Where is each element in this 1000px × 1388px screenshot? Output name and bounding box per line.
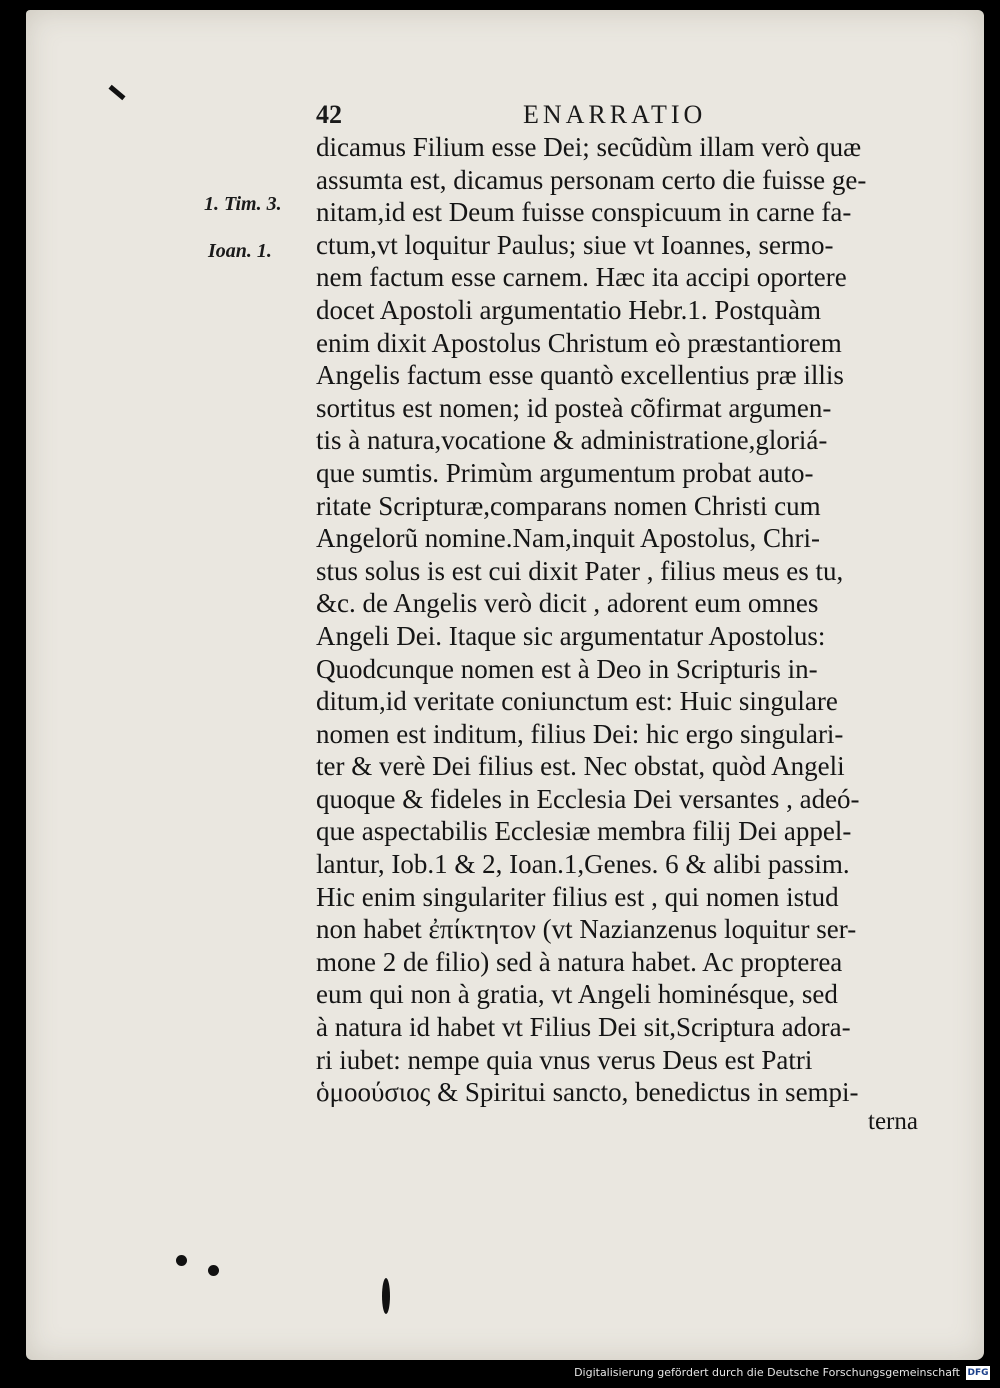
ink-dot <box>208 1265 219 1276</box>
text-line: ὁμοούσιος & Spiritui sancto, benedictus in sempi- <box>316 1077 859 1108</box>
text-line: ter & verè Dei filius est. Nec obstat, quòd Angeli <box>316 751 845 782</box>
text-line: que aspectabilis Ecclesiæ membra filij Dei appel- <box>316 816 852 847</box>
text-line: enim dixit Apostolus Christum eò præstantiorem <box>316 327 842 358</box>
text-line: dicamus Filium esse Dei; secũdùm illam verò quæ <box>316 132 862 162</box>
footer-bar <box>0 1360 1000 1388</box>
text-line: nem factum esse carnem. Hæc ita accipi oportere <box>316 262 847 293</box>
page-number: 42 <box>316 100 342 129</box>
ink-dot <box>176 1255 187 1266</box>
running-head: ENARRATIO <box>523 100 707 129</box>
text-line: que sumtis. Primùm argumentum probat auto- <box>316 457 814 488</box>
text-line: ditum,id veritate coniunctum est: Huic singulare <box>316 686 838 717</box>
margin-note: Ioan. 1. <box>208 240 272 262</box>
text-line: non habet ἐπίκτητον (vt Nazianzenus loquitur ser- <box>316 914 857 945</box>
text-line: stus solus is est cui dixit Pater , filius meus es tu, <box>316 555 844 586</box>
text-line: ctum,vt loquitur Paulus; siue vt Ioannes, sermo- <box>316 229 834 260</box>
text-line: nomen est inditum, filius Dei: hic ergo singulari- <box>316 718 844 749</box>
text-line: sortitus est nomen; id posteà cõfirmat argumen- <box>316 392 832 423</box>
text-line: ri iubet: nempe quia vnus verus Deus est Patri <box>316 1044 813 1075</box>
text-line: Angeli Dei. Itaque sic argumentatur Apostolus: <box>316 620 826 651</box>
margin-note: 1. Tim. 3. <box>204 193 282 215</box>
text-line: Hic enim singulariter filius est , qui nomen istud <box>316 881 839 912</box>
body-text <box>316 131 924 1109</box>
catchword: terna <box>868 1108 918 1135</box>
text-line: mone 2 de filio) sed à natura habet. Ac propterea <box>316 946 843 977</box>
text-line: eum qui non à gratia, vt Angeli hominésque, sed <box>316 979 838 1010</box>
text-line: Quodcunque nomen est à Deo in Scripturis in- <box>316 653 818 684</box>
dfg-logo-icon: DFG <box>967 1368 989 1378</box>
text-line: Angelorũ nomine.Nam,inquit Apostolus, Chri- <box>316 523 820 554</box>
text-line: Angelis factum esse quantò excellentius præ illis <box>316 360 844 391</box>
text-line: nitam,id est Deum fuisse conspicuum in carne fa- <box>316 197 852 228</box>
text-line: ritate Scripturæ,comparans nomen Christi cum <box>316 490 821 521</box>
text-line: docet Apostoli argumentatio Hebr.1. Postquàm <box>316 294 821 325</box>
ink-mark <box>382 1278 390 1314</box>
funding-credit: Digitalisierung gefördert durch die Deutsche Forschungsgemeinschaft <box>574 1366 960 1379</box>
text-line: lantur, Iob.1 & 2, Ioan.1,Genes. 6 & alibi passim. <box>316 849 850 880</box>
page-header <box>0 100 1000 130</box>
text-line: tis à natura,vocatione & administratione,gloriá- <box>316 425 828 456</box>
text-line: assumta est, dicamus personam certo die fuisse ge- <box>316 164 867 195</box>
text-line: à natura id habet vt Filius Dei sit,Scriptura adora- <box>316 1012 851 1043</box>
text-line: quoque & fideles in Ecclesia Dei versantes , adeó- <box>316 783 860 814</box>
text-line: &c. de Angelis verò dicit , adorent eum omnes <box>316 588 819 619</box>
